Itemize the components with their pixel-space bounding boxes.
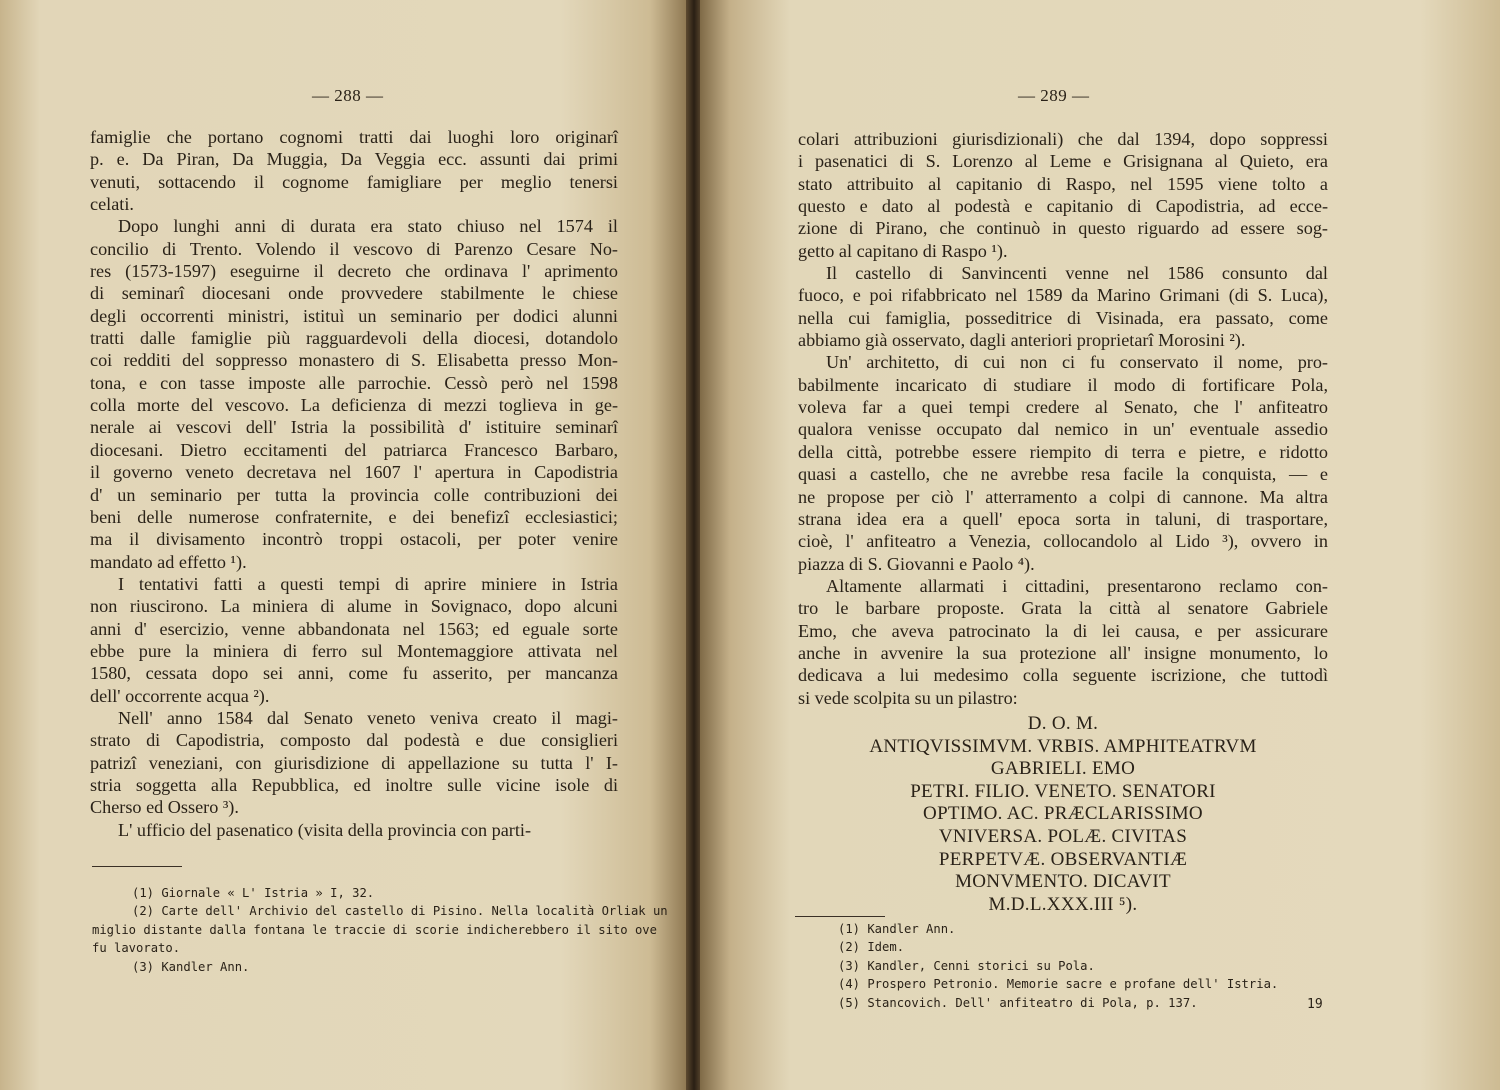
text-line: di seminarî diocesani onde provvedere stabilmente le chiese [90, 283, 618, 304]
text-line: colla morte del vescovo. La deficienza di mezzi toglieva in ge- [90, 395, 618, 416]
text-line: anche in avvenire la sua protezione all' insigne monumento, lo [798, 642, 1328, 663]
text-line: ebbe pure la miniera di ferro sul Montemaggiore attivata nel [90, 640, 618, 661]
left-footnotes [92, 884, 668, 976]
left-page [0, 0, 688, 1090]
text-line: res (1573-1597) eseguirne il decreto che ordinava l' aprimento [90, 261, 618, 282]
text-line: p. e. Da Piran, Da Muggia, Da Veggia ecc. assunti dai primi [90, 149, 618, 170]
text-line: voleva far a quei tempi credere al Senato, che l' anfiteatro [798, 397, 1328, 418]
text-line: I tentativi fatti a questi tempi di aprire miniere in Istria [118, 573, 618, 594]
text-line: i pasenatici di S. Lorenzo al Leme e Grisignana al Quieto, era [798, 151, 1328, 172]
text-line: ne propose per ciò l' atterramento a colpi di cannone. Ma altra [798, 486, 1328, 507]
text-line: cioè, l' anfiteatro a Venezia, collocandolo al Lido ³), ovvero in [798, 531, 1328, 552]
text-line: Dopo lunghi anni di durata era stato chiuso nel 1574 il [118, 216, 618, 237]
text-line: concilio di Trento. Volendo il vescovo di Parenzo Cesare No- [90, 238, 618, 259]
inscription-line: MONVMENTO. DICAVIT [955, 871, 1171, 893]
text-line: celati. [90, 194, 134, 215]
signature-mark: 19 [1307, 997, 1323, 1012]
text-line: venuti, sottacendo il cognome famigliare per meglio tenersi [90, 171, 618, 192]
text-line: stato attribuito al capitanio di Raspo, nel 1595 viene tolto a [798, 173, 1328, 194]
footnote: (2) Carte dell' Archivio del castello di Pisino. Nella località Orliak un [132, 904, 668, 919]
footnote-rule [92, 866, 182, 867]
text-line: della città, potrebbe essere riempito di terra e pietre, e ridotto [798, 441, 1328, 462]
text-line: strana idea era a quell' epoca sorta in taluni, di trasportare, [798, 508, 1328, 529]
footnote: (1) Giornale « L' Istria » I, 32. [132, 886, 375, 900]
left-body-text [90, 126, 618, 841]
inscription-line: VNIVERSA. POLÆ. CIVITAS [938, 825, 1188, 847]
right-body-text [798, 128, 1328, 709]
text-line: famiglie che portano cognomi tratti dai luoghi loro originarî [90, 127, 618, 147]
inscription-line: PERPETVÆ. OBSERVANTIÆ [938, 848, 1188, 870]
text-line: quasi a castello, che ne avrebbe resa facile la conquista, — e [798, 464, 1328, 485]
text-line: Il castello di Sanvincenti venne nel 1586 consunto dal [826, 263, 1328, 284]
text-line: il governo veneto decretava nel 1607 l' apertura in Capodistria [90, 462, 618, 483]
text-line: dedicava a lui medesimo colla seguente iscrizione, che tuttodì [798, 665, 1328, 686]
inscription-line: PETRI. FILIO. VENETO. SENATORI [910, 780, 1216, 802]
footnote: (3) Kandler, Cenni storici su Pola. [838, 958, 1095, 973]
footnote: miglio distante dalla fontana le traccie di scorie indicherebbero il sito ove [92, 922, 657, 937]
text-line: tro le barbare proposte. Grata la città al senatore Gabriele [798, 598, 1328, 619]
text-line: beni delle numerose confraternite, e dei benefizî ecclesiastici; [90, 506, 618, 527]
text-line: nella cui famiglia, posseditrice di Visinada, era passato, come [798, 307, 1328, 328]
page-number-288: — 288 — [312, 86, 384, 105]
text-line: strato di Capodistria, composto dal podestà e due consiglieri [90, 730, 618, 751]
page-number-289: — 289 — [1018, 86, 1090, 105]
footnote: fu lavorato. [92, 941, 181, 956]
text-line: dell' occorrente acqua ²). [90, 685, 270, 706]
inscription-line: ANTIQVISSIMVM. VRBIS. AMPHITEATRVM [869, 735, 1257, 757]
text-line: getto al capitano di Raspo ¹). [798, 240, 1008, 261]
footnote: (5) Stancovich. Dell' anfiteatro di Pola, p. 137. [838, 995, 1198, 1010]
text-line: tratti dalle famiglie più ragguardevoli della diocesi, dotandolo [90, 328, 618, 349]
text-line: qualora venisse occupato dal nemico in un' eventuale assedio [798, 419, 1328, 440]
text-line: 1580, cessata dopo sei anni, come fu asserito, per mancanza [90, 663, 618, 684]
text-line: colari attribuzioni giurisdizionali) che dal 1394, dopo soppressi [798, 129, 1328, 149]
text-line: degli occorrenti ministri, istituì un seminario per dodici alunni [90, 305, 618, 326]
text-line: nerale ai vescovi dell' Istria la possibilità d' istituire seminarî [90, 417, 618, 438]
footnote: (4) Prospero Petronio. Memorie sacre e profane dell' Istria. [838, 977, 1279, 992]
footnote: (2) Idem. [838, 940, 905, 955]
inscription-line: OPTIMO. AC. PRÆCLARISSIMO [923, 803, 1203, 825]
text-line: d' un seminario per tutta la provincia colle contribuzioni dei [90, 484, 618, 505]
text-line: abbiamo già osservato, dagli anteriori proprietarî Morosini ²). [798, 330, 1246, 351]
text-line: ma il divisamento incontrò troppi ostacoli, per poter venire [90, 529, 618, 550]
text-line: anni d' esercizio, venne abbandonata nel 1563; ed eguale sorte [90, 618, 618, 639]
text-line: fuoco, e poi rifabbricato nel 1589 da Marino Grimani (di S. Luca), [798, 285, 1328, 306]
text-line: coi redditi del soppresso monastero di S. Elisabetta presso Mon- [90, 350, 618, 371]
text-line: questo e dato al podestà e capitanio di Capodistria, ad ecce- [798, 196, 1328, 217]
text-line: Un' architetto, di cui non ci fu conservato il nome, pro- [826, 352, 1328, 373]
text-line: stria soggetta alla Repubblica, ed inoltre sulle vicine isole di [90, 774, 618, 795]
text-line: si vede scolpita su un pilastro: [798, 687, 1018, 708]
text-line: mandato ad effetto ¹). [90, 551, 247, 572]
text-line: non riuscirono. La miniera di alume in Sovignaco, dopo alcuni [90, 596, 618, 617]
text-line: Cherso ed Ossero ³). [90, 797, 239, 818]
right-footnotes [838, 920, 1338, 1012]
text-line: piazza di S. Giovanni e Paolo ⁴). [798, 553, 1035, 574]
inscription-line: M.D.L.XXX.III ⁵). [988, 893, 1138, 915]
inscription-line: D. O. M. [1027, 713, 1099, 734]
footnote-rule [795, 916, 885, 917]
text-line: L' ufficio del pasenatico (visita della provincia con parti- [118, 819, 532, 840]
text-line: Altamente allarmati i cittadini, presentarono reclamo con- [826, 575, 1328, 596]
footnote: (3) Kandler Ann. [132, 959, 250, 974]
text-line: patrizî veneziani, con giurisdizione di appellazione su tutta l' I- [90, 752, 618, 773]
right-page [700, 0, 1500, 1090]
text-line: Emo, che aveva patrocinato la di lei causa, e per assicurare [798, 620, 1328, 641]
text-line: Nell' anno 1584 dal Senato veneto veniva creato il magi- [118, 707, 618, 728]
footnote: (1) Kandler Ann. [838, 922, 956, 936]
text-line: zione di Pirano, che continuò in questo riguardo ad essere sog- [798, 218, 1328, 239]
inscription-line: GABRIELI. EMO [990, 758, 1136, 780]
latin-inscription [798, 713, 1328, 916]
text-line: tona, e con tasse imposte alle parrochie. Cessò però nel 1598 [90, 372, 618, 393]
text-line: babilmente incaricato di studiare il modo di fortificare Pola, [798, 374, 1328, 395]
text-line: diocesani. Dietro eccitamenti del patriarca Francesco Barbaro, [90, 439, 618, 460]
